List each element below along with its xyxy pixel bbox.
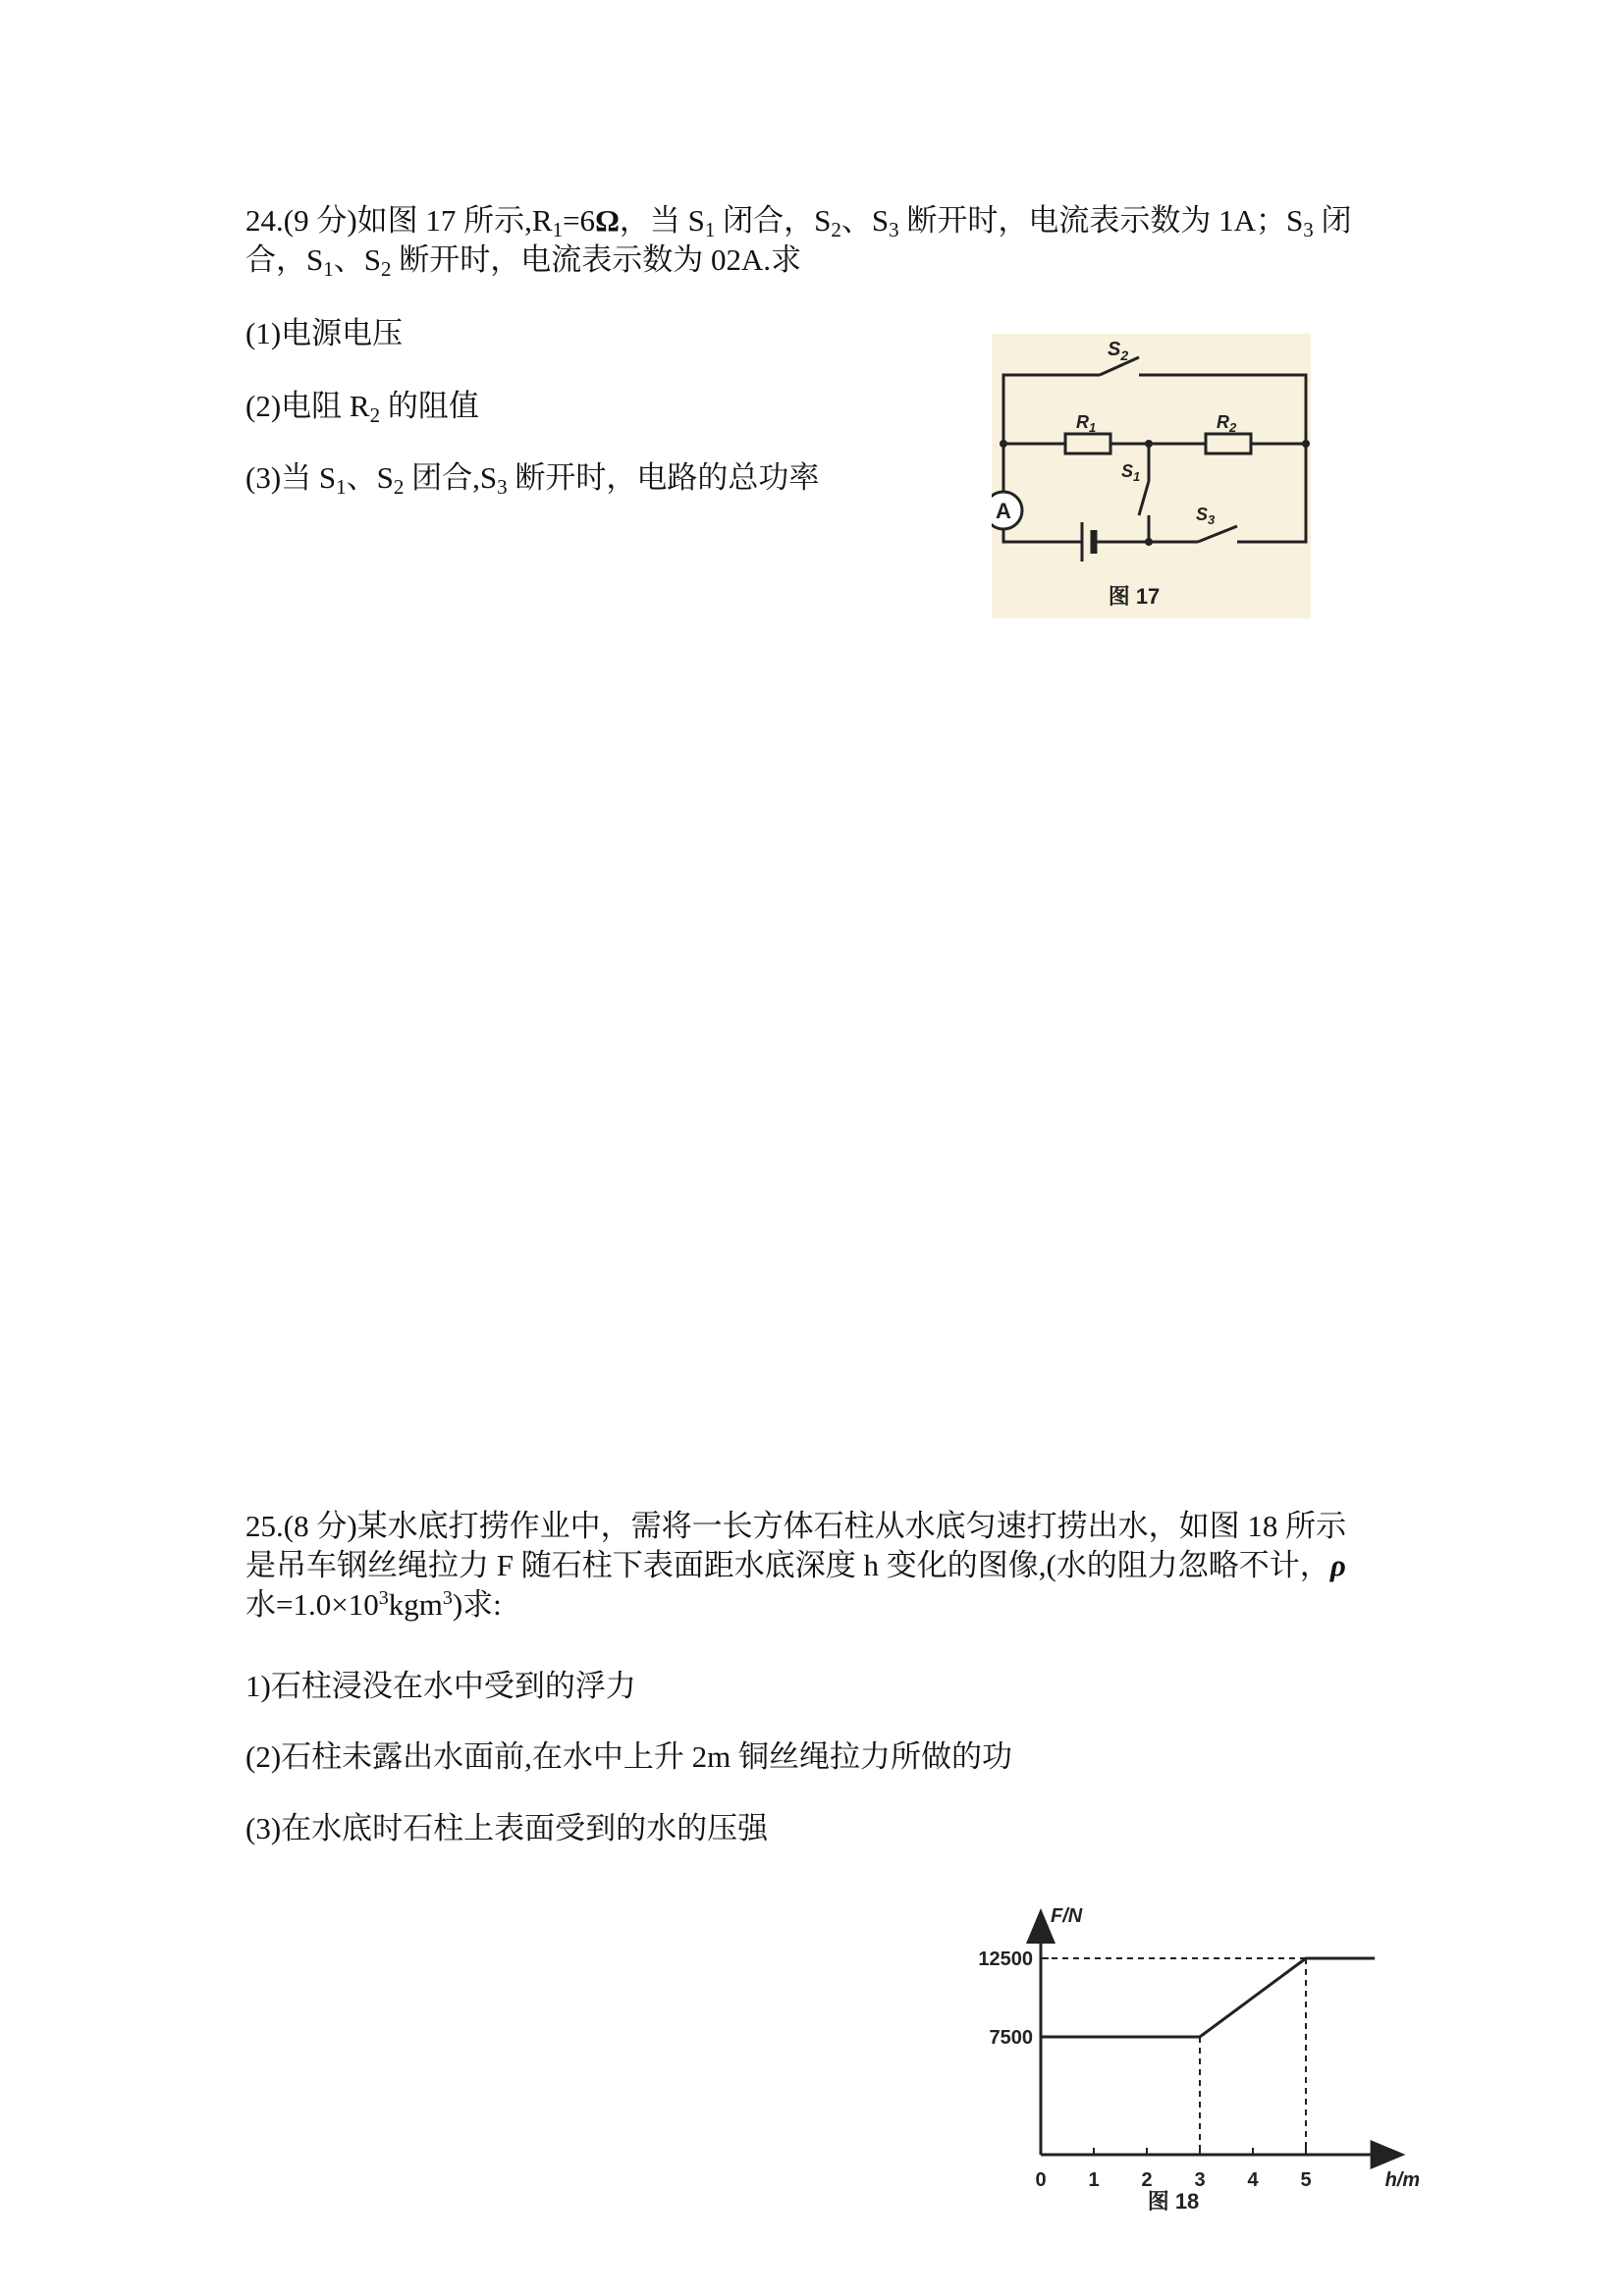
circuit-diagram xyxy=(992,334,1311,618)
label-r1: $R_1$ xyxy=(1076,412,1097,435)
junction-left xyxy=(1000,440,1007,448)
ammeter-label: A xyxy=(996,499,1011,523)
junction-right xyxy=(1302,440,1310,448)
figure-17-caption: 图 17 xyxy=(1108,584,1161,609)
switch-s1-blade xyxy=(1139,481,1149,515)
junction-bottom xyxy=(1145,538,1153,546)
q25-item-2: (2)石柱未露出水面前,在水中上升 2m 铜丝绳拉力所做的功 xyxy=(245,1739,1013,1774)
figure-18-caption: 图 18 xyxy=(1147,2189,1200,2214)
q25-stem: 25.(8 分)某水底打捞作业中，需将一长方体石柱从水底匀速打捞出水，如图 18 所示是吊车钢丝绳拉力 F 随石柱下表面距水底深度 h 变化的图像,(水的阻力忽略不计，ρ 水$=1.0\times 10^3kgm^3$)求: xyxy=(245,1509,1347,1622)
y-axis-label: F/N xyxy=(1051,1905,1083,1927)
wire-bottom-left xyxy=(1003,540,1082,542)
q24-item-3: (3)当 $S_1$、$S_2$ 团合$,S_3$ 断开时，电路的总功率 xyxy=(245,460,820,499)
circuit-figure-17 xyxy=(992,334,1311,618)
x-tick-label: 0 xyxy=(1035,2169,1047,2191)
q25-item-1: 1)石柱浸没在水中受到的浮力 xyxy=(245,1669,636,1703)
resistor-r1 xyxy=(1065,434,1110,454)
switch-s3-blade xyxy=(1198,526,1237,542)
x-tick-label: 1 xyxy=(1088,2169,1100,2191)
q24-item-1: (1)电源电压 xyxy=(245,316,404,350)
y-tick-label: 12500 xyxy=(978,1949,1033,1970)
x-tick-label: 3 xyxy=(1194,2169,1206,2191)
junction-center xyxy=(1145,440,1153,448)
q25-item-3: (3)在水底时石柱上表面受到的水的压强 xyxy=(245,1811,769,1845)
q24-item-2: (2)电阻 $R_2$ 的阻值 xyxy=(245,389,479,427)
x-tick-label: 5 xyxy=(1300,2169,1312,2191)
label-s1: $S_1$ xyxy=(1121,461,1141,484)
label-r2: $R_2$ xyxy=(1217,412,1237,435)
wire-bottom-right xyxy=(1237,444,1306,542)
x-tick-label: 4 xyxy=(1247,2169,1259,2191)
graph-figure-18 xyxy=(928,1885,1419,2218)
resistor-r2 xyxy=(1206,434,1251,454)
x-axis-label: h/m xyxy=(1384,2169,1419,2191)
x-tick-label: 2 xyxy=(1141,2169,1153,2191)
label-s3: $S_3$ xyxy=(1196,505,1216,527)
force-depth-chart xyxy=(928,1885,1419,2218)
q24-stem: 24.(9 分)如图 17 所示$,R_1=6\Omega$，当 $S_1$ 闭合，$S_2$、$S_3$ 断开时，电流表示数为 1A；$S_3$ 闭合，$S_1$、$S_2$ 断开时，电流表示数为 02A.求 xyxy=(245,203,1352,281)
y-tick-label: 7500 xyxy=(989,2027,1033,2049)
label-s2: $S_2$ xyxy=(1108,339,1129,363)
series-line xyxy=(1041,1958,1375,2037)
